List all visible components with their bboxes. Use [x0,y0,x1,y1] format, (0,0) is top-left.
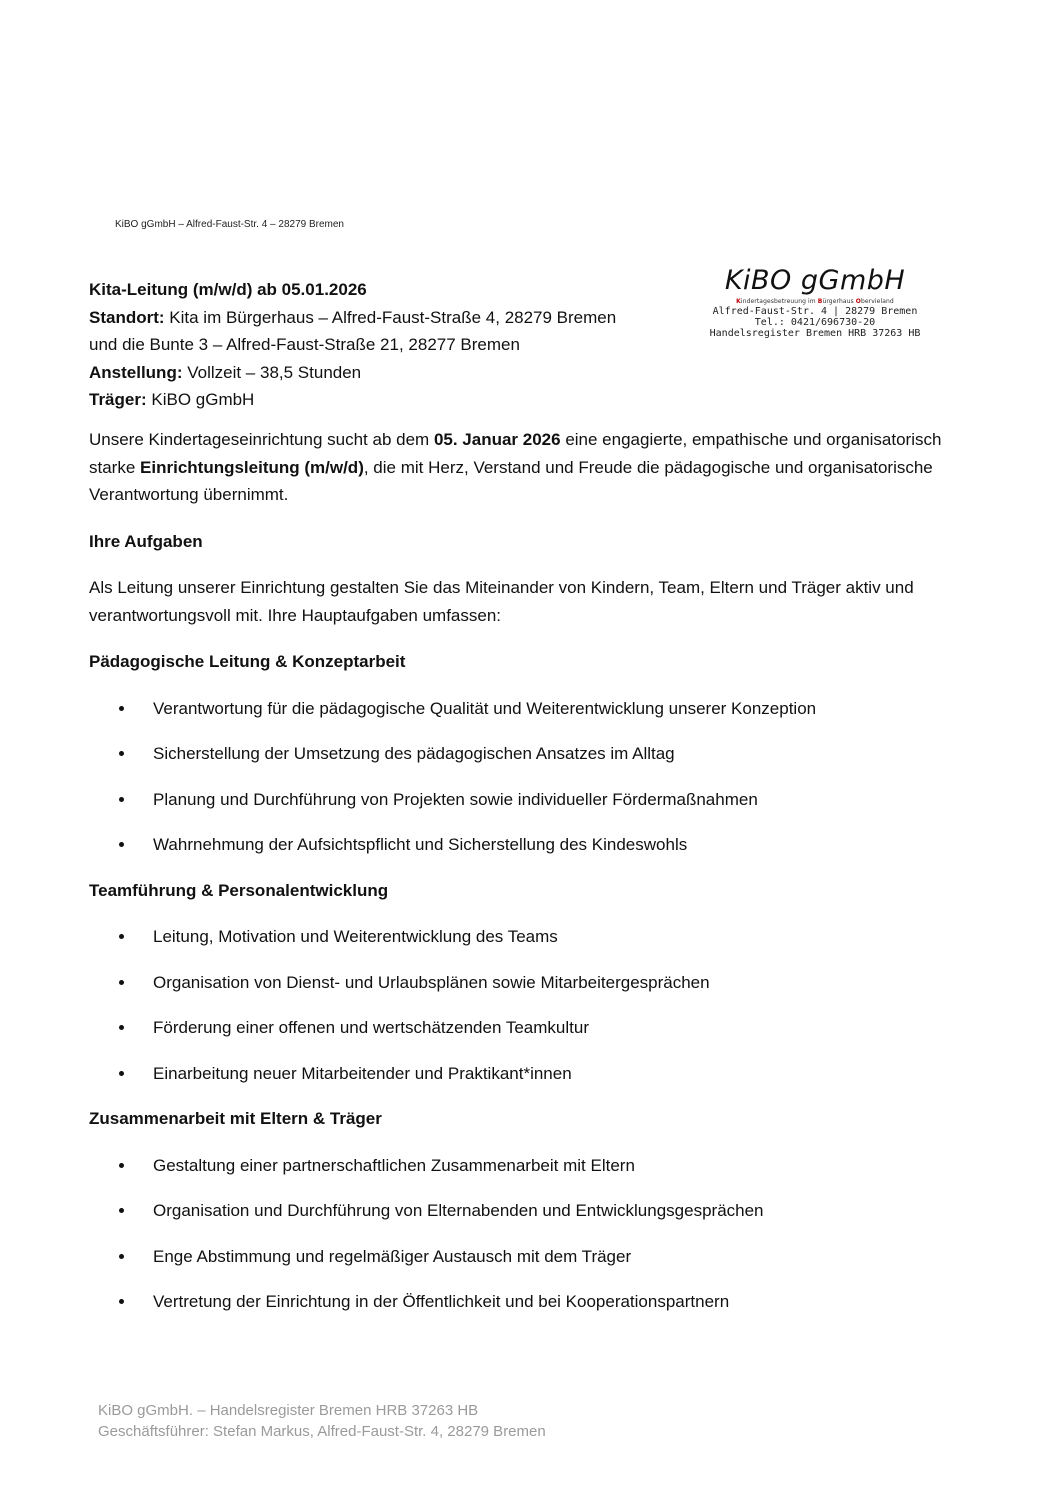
bullet-icon [119,1254,124,1259]
main-content [89,426,949,1334]
list-item: Organisation und Durchführung von Elternabenden und Entwicklungsgesprächen [89,1197,949,1225]
bullet-icon [119,1208,124,1213]
list-item: Gestaltung einer partnerschaftlichen Zusammenarbeit mit Eltern [89,1152,949,1180]
bullet-icon [119,1299,124,1304]
section-heading: Pädagogische Leitung & Konzeptarbeit [89,652,406,671]
section-zusammenarbeit [89,1105,949,1316]
bullet-list [89,695,949,859]
list-item: Einarbeitung neuer Mitarbeitender und Praktikant*innen [89,1060,949,1088]
list-item: Wahrnehmung der Aufsichtspflicht und Sicherstellung des Kindeswohls [89,831,949,859]
section-teamfuehrung [89,877,949,1088]
sender-address-line: KiBO gGmbH – Alfred-Faust-Str. 4 – 28279 Bremen [115,219,344,230]
anstellung-label: Anstellung: [89,362,183,382]
list-item: Organisation von Dienst- und Urlaubsplänen sowie Mitarbeitergesprächen [89,969,949,997]
footer-line-2: Geschäftsführer: Stefan Markus, Alfred-Faust-Str. 4, 28279 Bremen [98,1423,546,1440]
list-item: Verantwortung für die pädagogische Qualität und Weiterentwicklung unserer Konzeption [89,695,949,723]
bullet-icon [119,980,124,985]
bullet-icon [119,751,124,756]
list-item: Sicherstellung der Umsetzung des pädagogischen Ansatzes im Alltag [89,740,949,768]
list-item: Förderung einer offenen und wertschätzenden Teamkultur [89,1014,949,1042]
bullet-icon [119,706,124,711]
bullet-icon [119,1163,124,1168]
list-item: Planung und Durchführung von Projekten sowie individueller Fördermaßnahmen [89,786,949,814]
traeger-value: KiBO gGmbH [146,390,255,409]
logo-register: Handelsregister Bremen HRB 37263 HB [709,328,921,339]
job-header [89,276,616,414]
standort-line [89,304,616,332]
company-logo [700,266,930,339]
list-item: Vertretung der Einrichtung in der Öffentlichkeit und bei Kooperationspartnern [89,1288,949,1316]
page-footer [98,1400,546,1442]
anstellung-value: Vollzeit – 38,5 Stunden [182,362,362,382]
logo-title: KiBO gGmbH [724,265,906,296]
anstellung-line [89,359,616,387]
intro-paragraph: Unsere Kindertageseinrichtung sucht ab dem 05. Januar 2026 eine engagierte, empathische und organisatorisch starke Einrichtungsleitung (m/w/d), die mit Herz, Verstand und Freude die pädagogische und organisatorische Verantwortung übernimmt. [89,430,942,504]
standort-label: Standort: [89,307,165,327]
bullet-icon [119,797,124,802]
job-title: Kita-Leitung (m/w/d) ab 05.01.2026 [89,280,367,299]
logo-phone: Tel.: 0421/696730-20 [754,317,876,328]
list-item: Leitung, Motivation und Weiterentwicklung des Teams [89,923,949,951]
bullet-list [89,1152,949,1316]
standort-value: Kita im Bürgerhaus – Alfred-Faust-Straße 4, 28279 Bremen [164,307,617,327]
aufgaben-paragraph: Als Leitung unserer Einrichtung gestalten Sie das Miteinander von Kindern, Team, Eltern und Träger aktiv und verantwortungsvoll mit. Ihre Hauptaufgaben umfassen: [89,578,914,625]
traeger-label: Träger: [89,390,147,409]
section-heading: Teamführung & Personalentwicklung [89,880,389,900]
section-paedagogik [89,648,949,859]
aufgaben-heading: Ihre Aufgaben [89,531,203,551]
section-heading: Zusammenarbeit mit Eltern & Träger [89,1109,382,1128]
bullet-list [89,923,949,1087]
standort-line-2: und die Bunte 3 – Alfred-Faust-Straße 21, 28277 Bremen [89,335,520,354]
bullet-icon [119,1025,124,1030]
list-item: Enge Abstimmung und regelmäßiger Austausch mit dem Träger [89,1243,949,1271]
bullet-icon [119,934,124,939]
logo-subtitle: Kindertagesbetreuung im Bürgerhaus Obervieland [736,298,894,305]
footer-line-1: KiBO gGmbH. – Handelsregister Bremen HRB 37263 HB [98,1402,479,1419]
traeger-line [89,386,616,414]
logo-address: Alfred-Faust-Str. 4 | 28279 Bremen [712,306,918,317]
bullet-icon [119,842,124,847]
bullet-icon [119,1071,124,1076]
